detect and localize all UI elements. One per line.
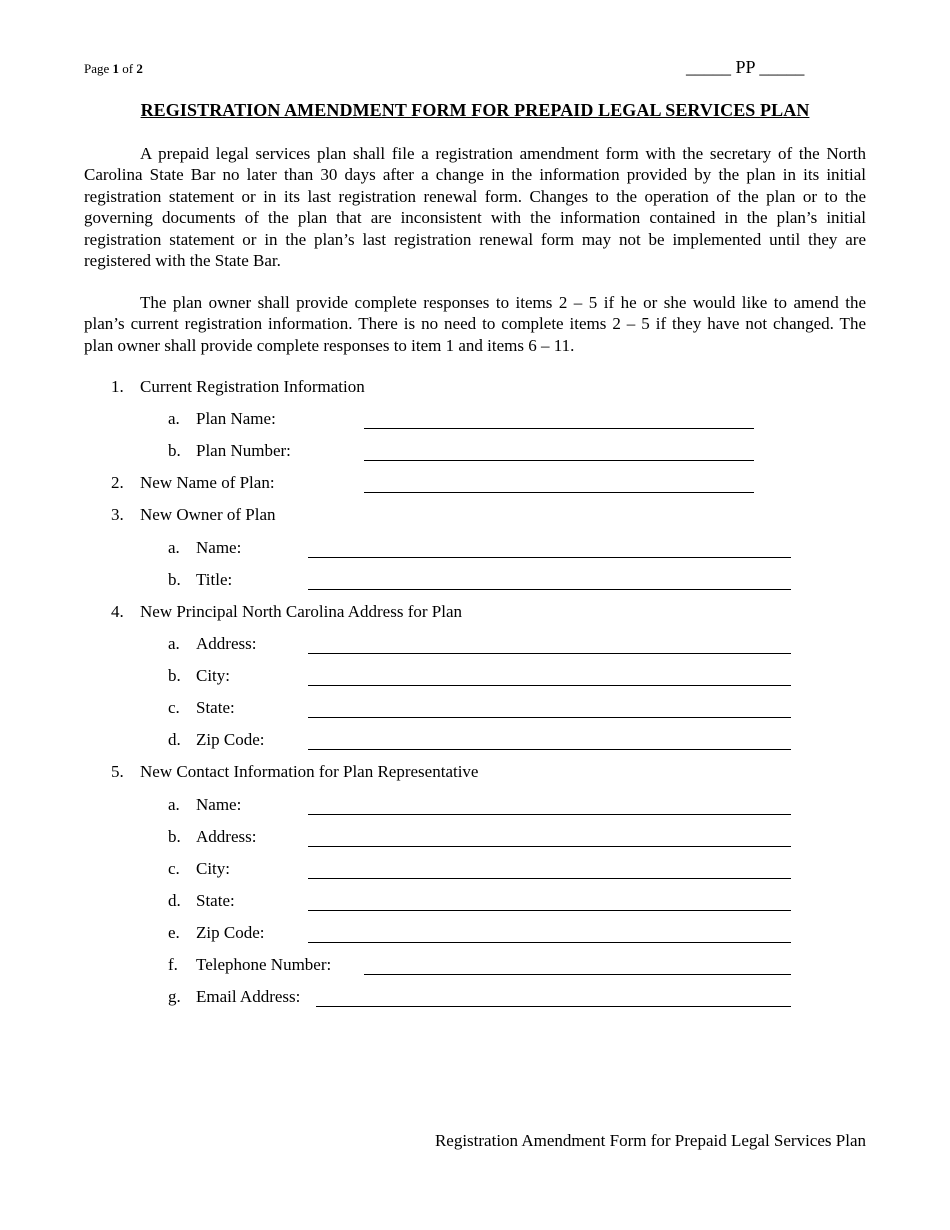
plan-state-input-line[interactable] xyxy=(308,717,791,718)
field-label: Telephone Number: xyxy=(196,955,332,974)
field-label: City: xyxy=(196,666,231,685)
sub-item-letter: a. xyxy=(168,538,180,557)
field-label: City: xyxy=(196,859,231,878)
plan-number-input-line[interactable] xyxy=(364,460,754,461)
sub-item-letter: b. xyxy=(168,827,181,846)
field-label: Name: xyxy=(196,795,242,814)
field-label: Address: xyxy=(196,634,257,653)
field-label: Title: xyxy=(196,570,233,589)
pp-label: PP xyxy=(735,57,755,77)
item-number: 1. xyxy=(111,377,124,396)
plan-zip-input-line[interactable] xyxy=(308,749,791,750)
item-label: New Contact Information for Plan Representative xyxy=(140,762,479,781)
sub-item-letter: a. xyxy=(168,795,180,814)
sub-item-letter: g. xyxy=(168,987,181,1006)
item-label: New Name of Plan: xyxy=(140,473,275,492)
field-label: Zip Code: xyxy=(196,923,265,942)
field-label: Name: xyxy=(196,538,242,557)
new-plan-name-input-line[interactable] xyxy=(364,492,754,493)
item-label: New Owner of Plan xyxy=(140,505,276,524)
owner-title-input-line[interactable] xyxy=(308,589,791,590)
rep-address-input-line[interactable] xyxy=(308,846,791,847)
sub-item-letter: b. xyxy=(168,666,181,685)
sub-item-letter: b. xyxy=(168,441,181,460)
item-number: 3. xyxy=(111,505,124,524)
rep-zip-input-line[interactable] xyxy=(308,942,791,943)
field-label: Address: xyxy=(196,827,257,846)
field-label: Email Address: xyxy=(196,987,301,1006)
rep-name-input-line[interactable] xyxy=(308,814,791,815)
sub-item-letter: d. xyxy=(168,891,181,910)
field-label: Zip Code: xyxy=(196,730,265,749)
pp-blank-right[interactable]: _____ xyxy=(759,57,805,77)
sub-item-letter: a. xyxy=(168,634,180,653)
page-prefix: Page xyxy=(84,61,110,76)
intro-paragraph: A prepaid legal services plan shall file a registration amendment form with the secretary of the North Carolina State Bar no later than 30 days after a change in the information provided by the plan in its initial registration statement or in its last registration renewal form. Changes to the operation of the plan or to the governing documents of the plan that are inconsistent with the information contained in the plan’s initial registration statement or in the plan’s last registration renewal form may not be implemented until they are registered with the State Bar. xyxy=(84,144,866,271)
plan-name-input-line[interactable] xyxy=(364,428,754,429)
field-label: State: xyxy=(196,698,235,717)
instructions-paragraph: The plan owner shall provide complete responses to items 2 – 5 if he or she would like to amend the plan’s current registration information. There is no need to complete items 2 – 5 if they have not changed. The plan owner shall provide complete responses to item 1 and items 6 – 11. xyxy=(84,293,866,355)
item-number: 4. xyxy=(111,602,124,621)
form-title: REGISTRATION AMENDMENT FORM FOR PREPAID LEGAL SERVICES PLAN xyxy=(140,100,810,120)
sub-item-letter: e. xyxy=(168,923,180,942)
field-label: Plan Name: xyxy=(196,409,276,428)
page-total: 2 xyxy=(136,61,143,76)
page-current: 1 xyxy=(112,61,120,76)
item-label: Current Registration Information xyxy=(140,377,365,396)
sub-item-letter: d. xyxy=(168,730,181,749)
field-label: State: xyxy=(196,891,235,910)
rep-telephone-input-line[interactable] xyxy=(364,974,791,975)
page-number xyxy=(84,61,143,77)
item-number: 2. xyxy=(111,473,124,492)
pp-field[interactable] xyxy=(686,57,804,78)
plan-city-input-line[interactable] xyxy=(308,685,791,686)
plan-address-input-line[interactable] xyxy=(308,653,791,654)
page-of: of xyxy=(122,61,134,76)
sub-item-letter: c. xyxy=(168,698,180,717)
sub-item-letter: c. xyxy=(168,859,180,878)
item-label: New Principal North Carolina Address for Plan xyxy=(140,602,462,621)
pp-blank-left[interactable]: _____ xyxy=(686,57,731,77)
rep-state-input-line[interactable] xyxy=(308,910,791,911)
page-footer: Registration Amendment Form for Prepaid Legal Services Plan xyxy=(434,1131,866,1150)
sub-item-letter: f. xyxy=(168,955,178,974)
sub-item-letter: a. xyxy=(168,409,180,428)
rep-email-input-line[interactable] xyxy=(316,1006,791,1007)
rep-city-input-line[interactable] xyxy=(308,878,791,879)
item-number: 5. xyxy=(111,762,124,781)
owner-name-input-line[interactable] xyxy=(308,557,791,558)
field-label: Plan Number: xyxy=(196,441,291,460)
sub-item-letter: b. xyxy=(168,570,181,589)
